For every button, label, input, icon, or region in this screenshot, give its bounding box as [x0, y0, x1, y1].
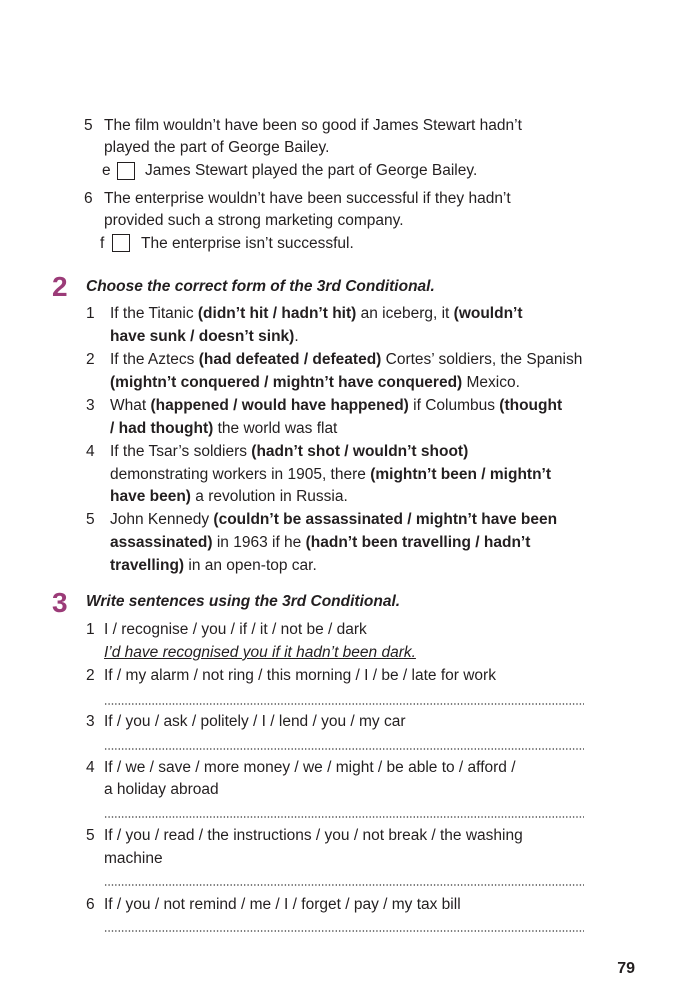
answer-line[interactable]	[104, 816, 584, 818]
item-prompt: If / my alarm / not ring / this morning / I / be / late for work	[104, 667, 496, 684]
section-number: 2	[52, 271, 68, 302]
answer-line[interactable]	[104, 748, 584, 750]
item-text: / had thought) the world was flat	[110, 420, 338, 437]
item-prompt: If / you / not remind / me / I / forget / pay / my tax bill	[104, 896, 461, 913]
item-text: played the part of George Bailey.	[104, 139, 330, 156]
section-number: 3	[52, 587, 68, 618]
item-text: What (happened / would have happened) if Columbus (thought	[110, 397, 563, 414]
item-number: 4	[86, 759, 95, 776]
answer-letter: f	[100, 235, 105, 252]
item-number: 1	[86, 621, 95, 638]
item-number: 6	[84, 190, 93, 207]
item-number: 2	[86, 351, 95, 368]
section-instruction: Choose the correct form of the 3rd Conditional.	[86, 278, 435, 295]
item-text: The film wouldn’t have been so good if James Stewart hadn’t	[104, 117, 522, 134]
item-number: 3	[86, 397, 95, 414]
answer-statement: James Stewart played the part of George Bailey.	[145, 162, 478, 179]
answer-line[interactable]	[104, 884, 584, 886]
item-text: If the Aztecs (had defeated / defeated) Cortes’ soldiers, the Spanish	[110, 351, 583, 368]
item-prompt: If / you / ask / politely / I / lend / you / my car	[104, 713, 406, 730]
page-number: 79	[617, 960, 635, 977]
answer-line[interactable]	[104, 930, 584, 932]
item-number: 6	[86, 896, 95, 913]
item-number: 4	[86, 443, 95, 460]
answer-checkbox[interactable]	[117, 162, 135, 180]
item-text: If the Tsar’s soldiers (hadn’t shot / wouldn’t shoot)	[110, 443, 469, 460]
item-number: 5	[86, 511, 95, 528]
item-text: demonstrating workers in 1905, there (mightn’t been / mightn’t	[110, 466, 552, 483]
item-number: 3	[86, 713, 95, 730]
item-prompt: If / you / read / the instructions / you / not break / the washing	[104, 827, 523, 844]
item-prompt-continued: machine	[104, 850, 163, 867]
item-prompt: If / we / save / more money / we / might / be able to / afford /	[104, 759, 516, 776]
item-text: The enterprise wouldn’t have been successful if they hadn’t	[104, 190, 511, 207]
item-text: travelling) in an open-top car.	[110, 557, 317, 574]
item-text: assassinated) in 1963 if he (hadn’t been travelling / hadn’t	[110, 534, 531, 551]
item-number: 5	[86, 827, 95, 844]
example-answer: I’d have recognised you if it hadn’t been dark.	[104, 644, 416, 661]
item-number: 5	[84, 117, 93, 134]
item-text: have been) a revolution in Russia.	[110, 488, 348, 505]
section-instruction: Write sentences using the 3rd Conditional.	[86, 593, 401, 610]
item-text: (mightn’t conquered / mightn’t have conquered) Mexico.	[110, 374, 520, 391]
answer-statement: The enterprise isn’t successful.	[141, 235, 354, 252]
answer-letter: e	[102, 162, 111, 179]
answer-checkbox[interactable]	[112, 234, 130, 252]
item-number: 1	[86, 305, 95, 322]
item-text: provided such a strong marketing company.	[104, 212, 404, 229]
item-text: John Kennedy (couldn’t be assassinated / mightn’t have been	[110, 511, 558, 528]
item-prompt: I / recognise / you / if / it / not be / dark	[104, 621, 367, 638]
item-prompt-continued: a holiday abroad	[104, 781, 219, 798]
answer-line[interactable]	[104, 703, 584, 705]
item-text: If the Titanic (didn’t hit / hadn’t hit) an iceberg, it (wouldn’t	[110, 305, 523, 322]
item-number: 2	[86, 667, 95, 684]
item-text: have sunk / doesn’t sink).	[110, 328, 299, 345]
